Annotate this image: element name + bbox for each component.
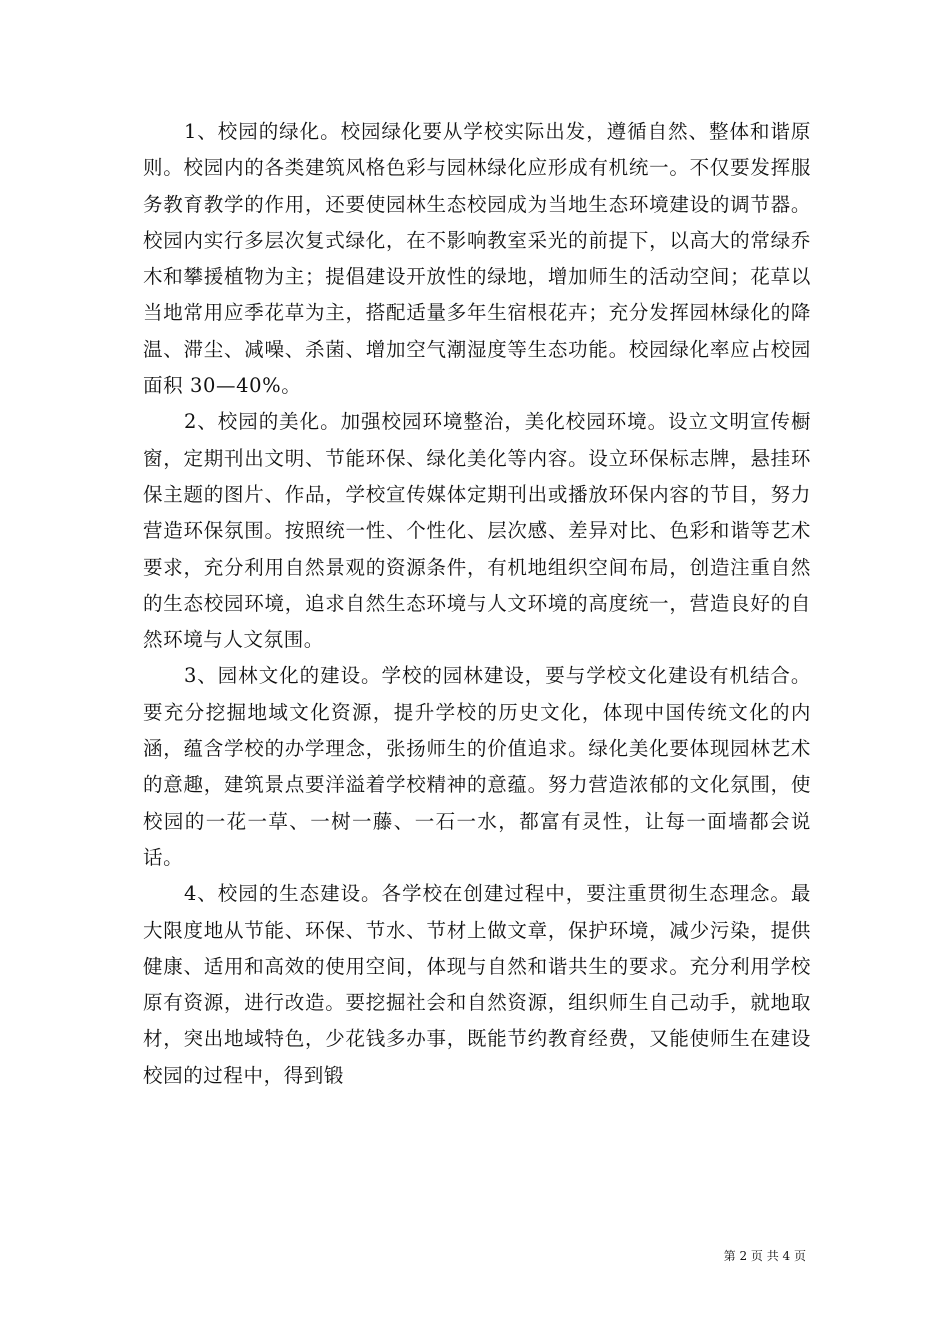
paragraph-greening: 1、校园的绿化。校园绿化要从学校实际出发，遵循自然、整体和谐原则。校园内的各类建筑风格色彩与园林绿化应形成有机统一。不仅要发挥服务教育教学的作用，还要使园林生态校园成为当地生态环境建设的调节器。校园内实行多层次复式绿化，在不影响教室采光的前提下，以高大的常绿乔木和攀援植物为主；提倡建设开放性的绿地，增加师生的活动空间；花草以当地常用应季花草为主，搭配适量多年生宿根花卉；充分发挥园林绿化的降温、滞尘、减噪、杀菌、增加空气潮湿度等生态功能。校园绿化率应占校园面积 30—40%。 <box>143 120 811 398</box>
paragraph-beautification: 2、校园的美化。加强校园环境整治，美化校园环境。设立文明宣传橱窗，定期刊出文明、节能环保、绿化美化等内容。设立环保标志牌，悬挂环保主题的图片、作品，学校宣传媒体定期刊出或播放环保内容的节目，努力营造环保氛围。按照统一性、个性化、层次感、差异对比、色彩和谐等艺术要求，充分利用自然景观的资源条件，有机地组织空间布局，创造注重自然的生态校园环境，追求自然生态环境与人文环境的高度统一，营造良好的自然环境与人文氛围。 <box>143 410 811 652</box>
document-body <box>143 114 811 1094</box>
paragraph-ecological-construction: 4、校园的生态建设。各学校在创建过程中，要注重贯彻生态理念。最大限度地从节能、环保、节水、节材上做文章，保护环境，减少污染，提供健康、适用和高效的使用空间，体现与自然和谐共生的要求。充分利用学校原有资源，进行改造。要挖掘社会和自然资源，组织师生自己动手，就地取材，突出地域特色，少花钱多办事，既能节约教育经费，又能使师生在建设校园的过程中，得到锻 <box>143 882 811 1087</box>
paragraph-garden-culture: 3、园林文化的建设。学校的园林建设，要与学校文化建设有机结合。要充分挖掘地域文化资源，提升学校的历史文化，体现中国传统文化的内涵，蕴含学校的办学理念，张扬师生的价值追求。绿化美化要体现园林艺术的意趣，建筑景点要洋溢着学校精神的意蕴。努力营造浓郁的文化氛围，使校园的一花一草、一树一藤、一石一水，都富有灵性，让每一面墙都会说话。 <box>143 664 811 869</box>
page-number-footer: 第 2 页 共 4 页 <box>723 1249 806 1263</box>
